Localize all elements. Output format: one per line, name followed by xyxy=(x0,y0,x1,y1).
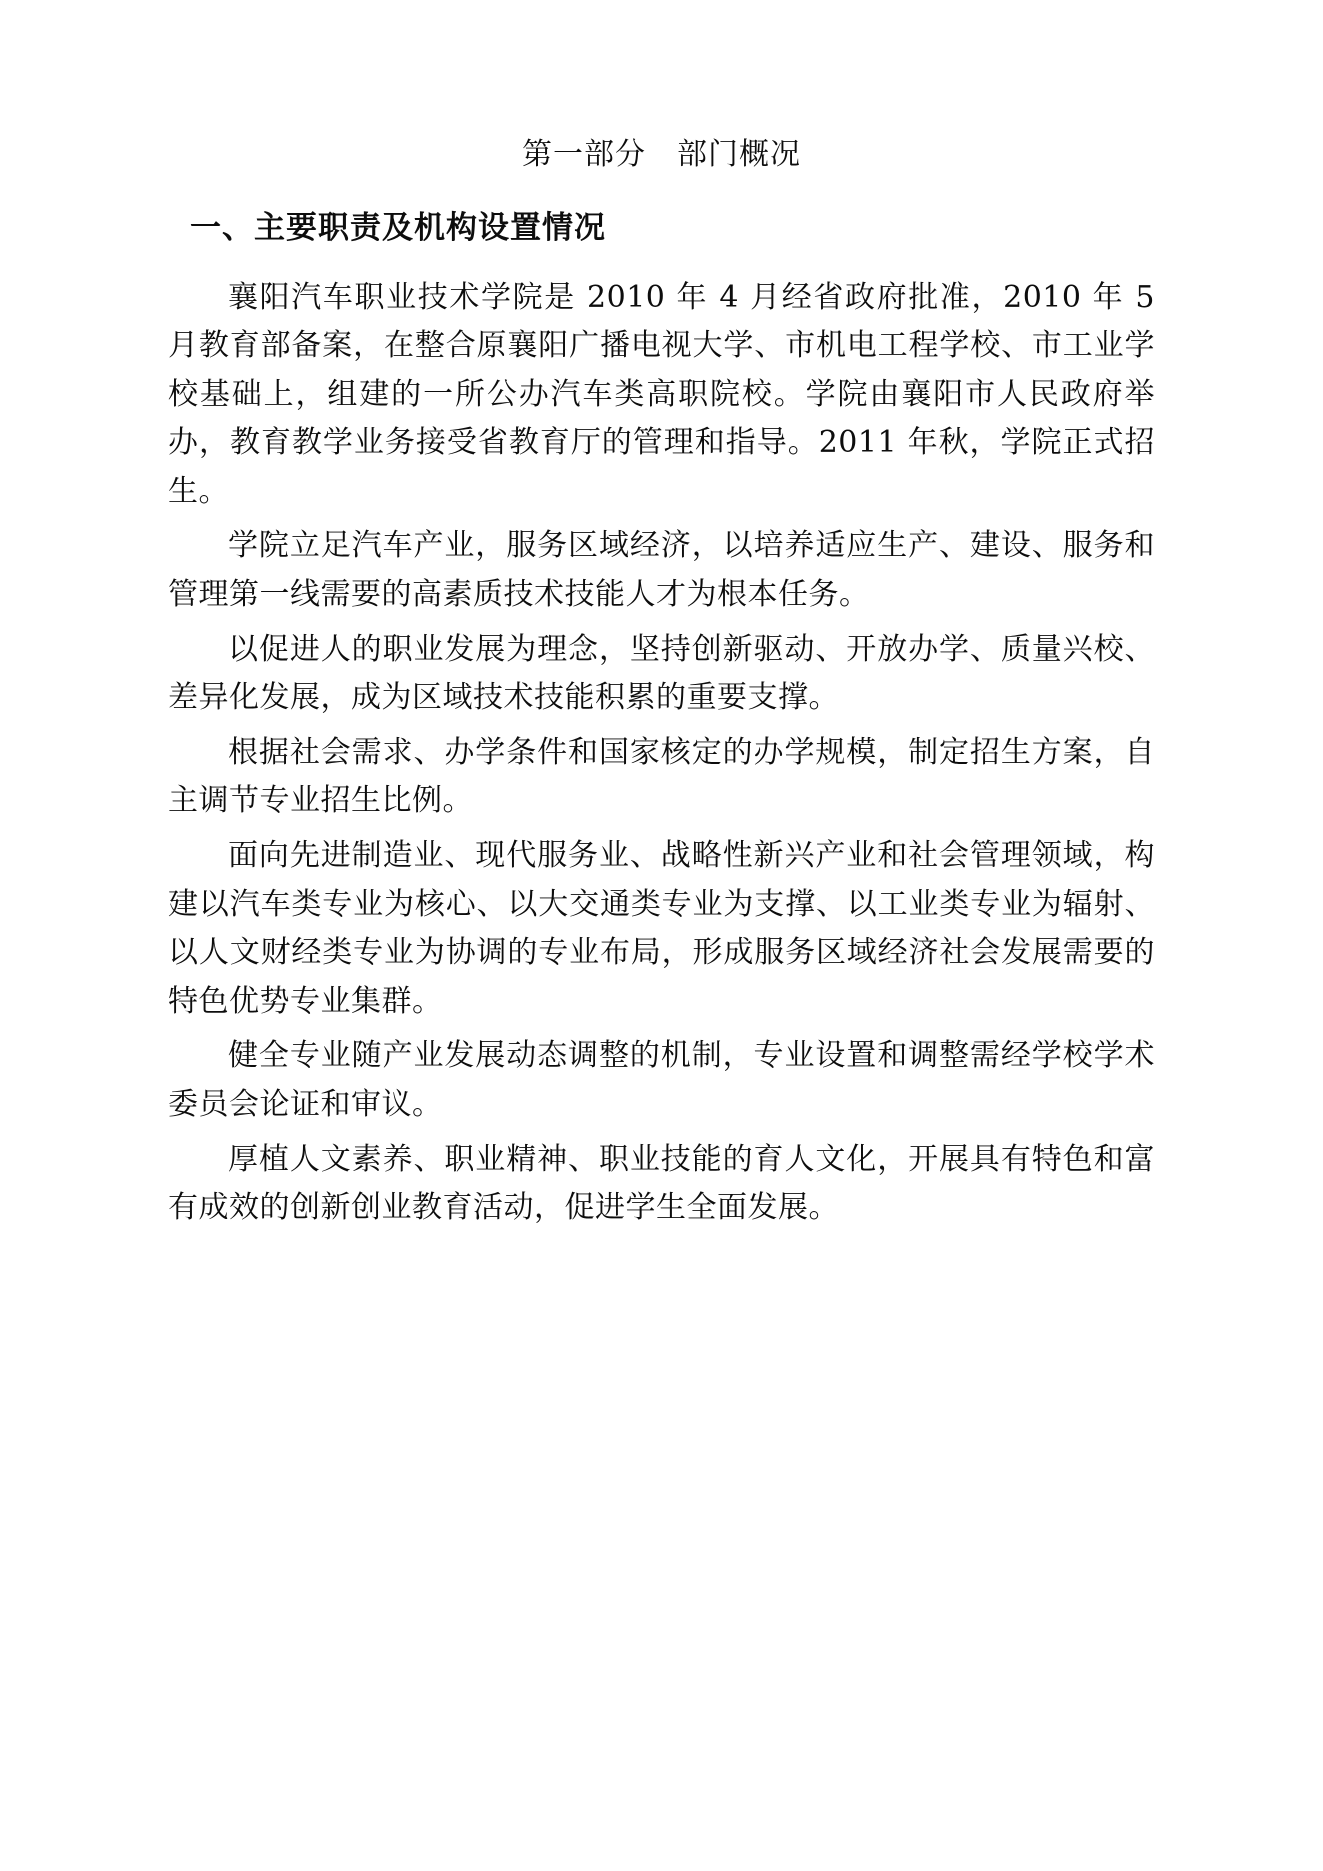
paragraph: 厚植人文素养、职业精神、职业技能的育人文化，开展具有特色和富有成效的创新创业教育活动，促进学生全面发展。 xyxy=(168,1141,1155,1226)
paragraph: 根据社会需求、办学条件和国家核定的办学规模，制定招生方案，自主调节专业招生比例。 xyxy=(168,734,1155,819)
paragraph: 以促进人的职业发展为理念，坚持创新驱动、开放办学、质量兴校、差异化发展，成为区域技术技能积累的重要支撑。 xyxy=(168,631,1155,716)
page-title: 第一部分 部门概况 xyxy=(522,137,801,172)
paragraph: 襄阳汽车职业技术学院是 2010 年 4 月经省政府批准，2010 年 5 月教育部备案，在整合原襄阳广播电视大学、市机电工程学校、市工业学校基础上，组建的一所公办汽车类高职院校。学院由襄阳市人民政府举办，教育教学业务接受省教育厅的管理和指导。2011 年秋，学院正式招生。 xyxy=(168,279,1155,509)
section-heading: 一、主要职责及机构设置情况 xyxy=(190,210,606,246)
paragraph: 面向先进制造业、现代服务业、战略性新兴产业和社会管理领域，构建以汽车类专业为核心、以大交通类专业为支撑、以工业类专业为辐射、以人文财经类专业为协调的专业布局，形成服务区域经济社会发展需要的特色优势专业集群。 xyxy=(168,838,1155,1019)
paragraph: 学院立足汽车产业，服务区域经济，以培养适应生产、建设、服务和管理第一线需要的高素质技术技能人才为根本任务。 xyxy=(168,528,1155,613)
paragraph: 健全专业随产业发展动态调整的机制，专业设置和调整需经学校学术委员会论证和审议。 xyxy=(168,1038,1155,1122)
